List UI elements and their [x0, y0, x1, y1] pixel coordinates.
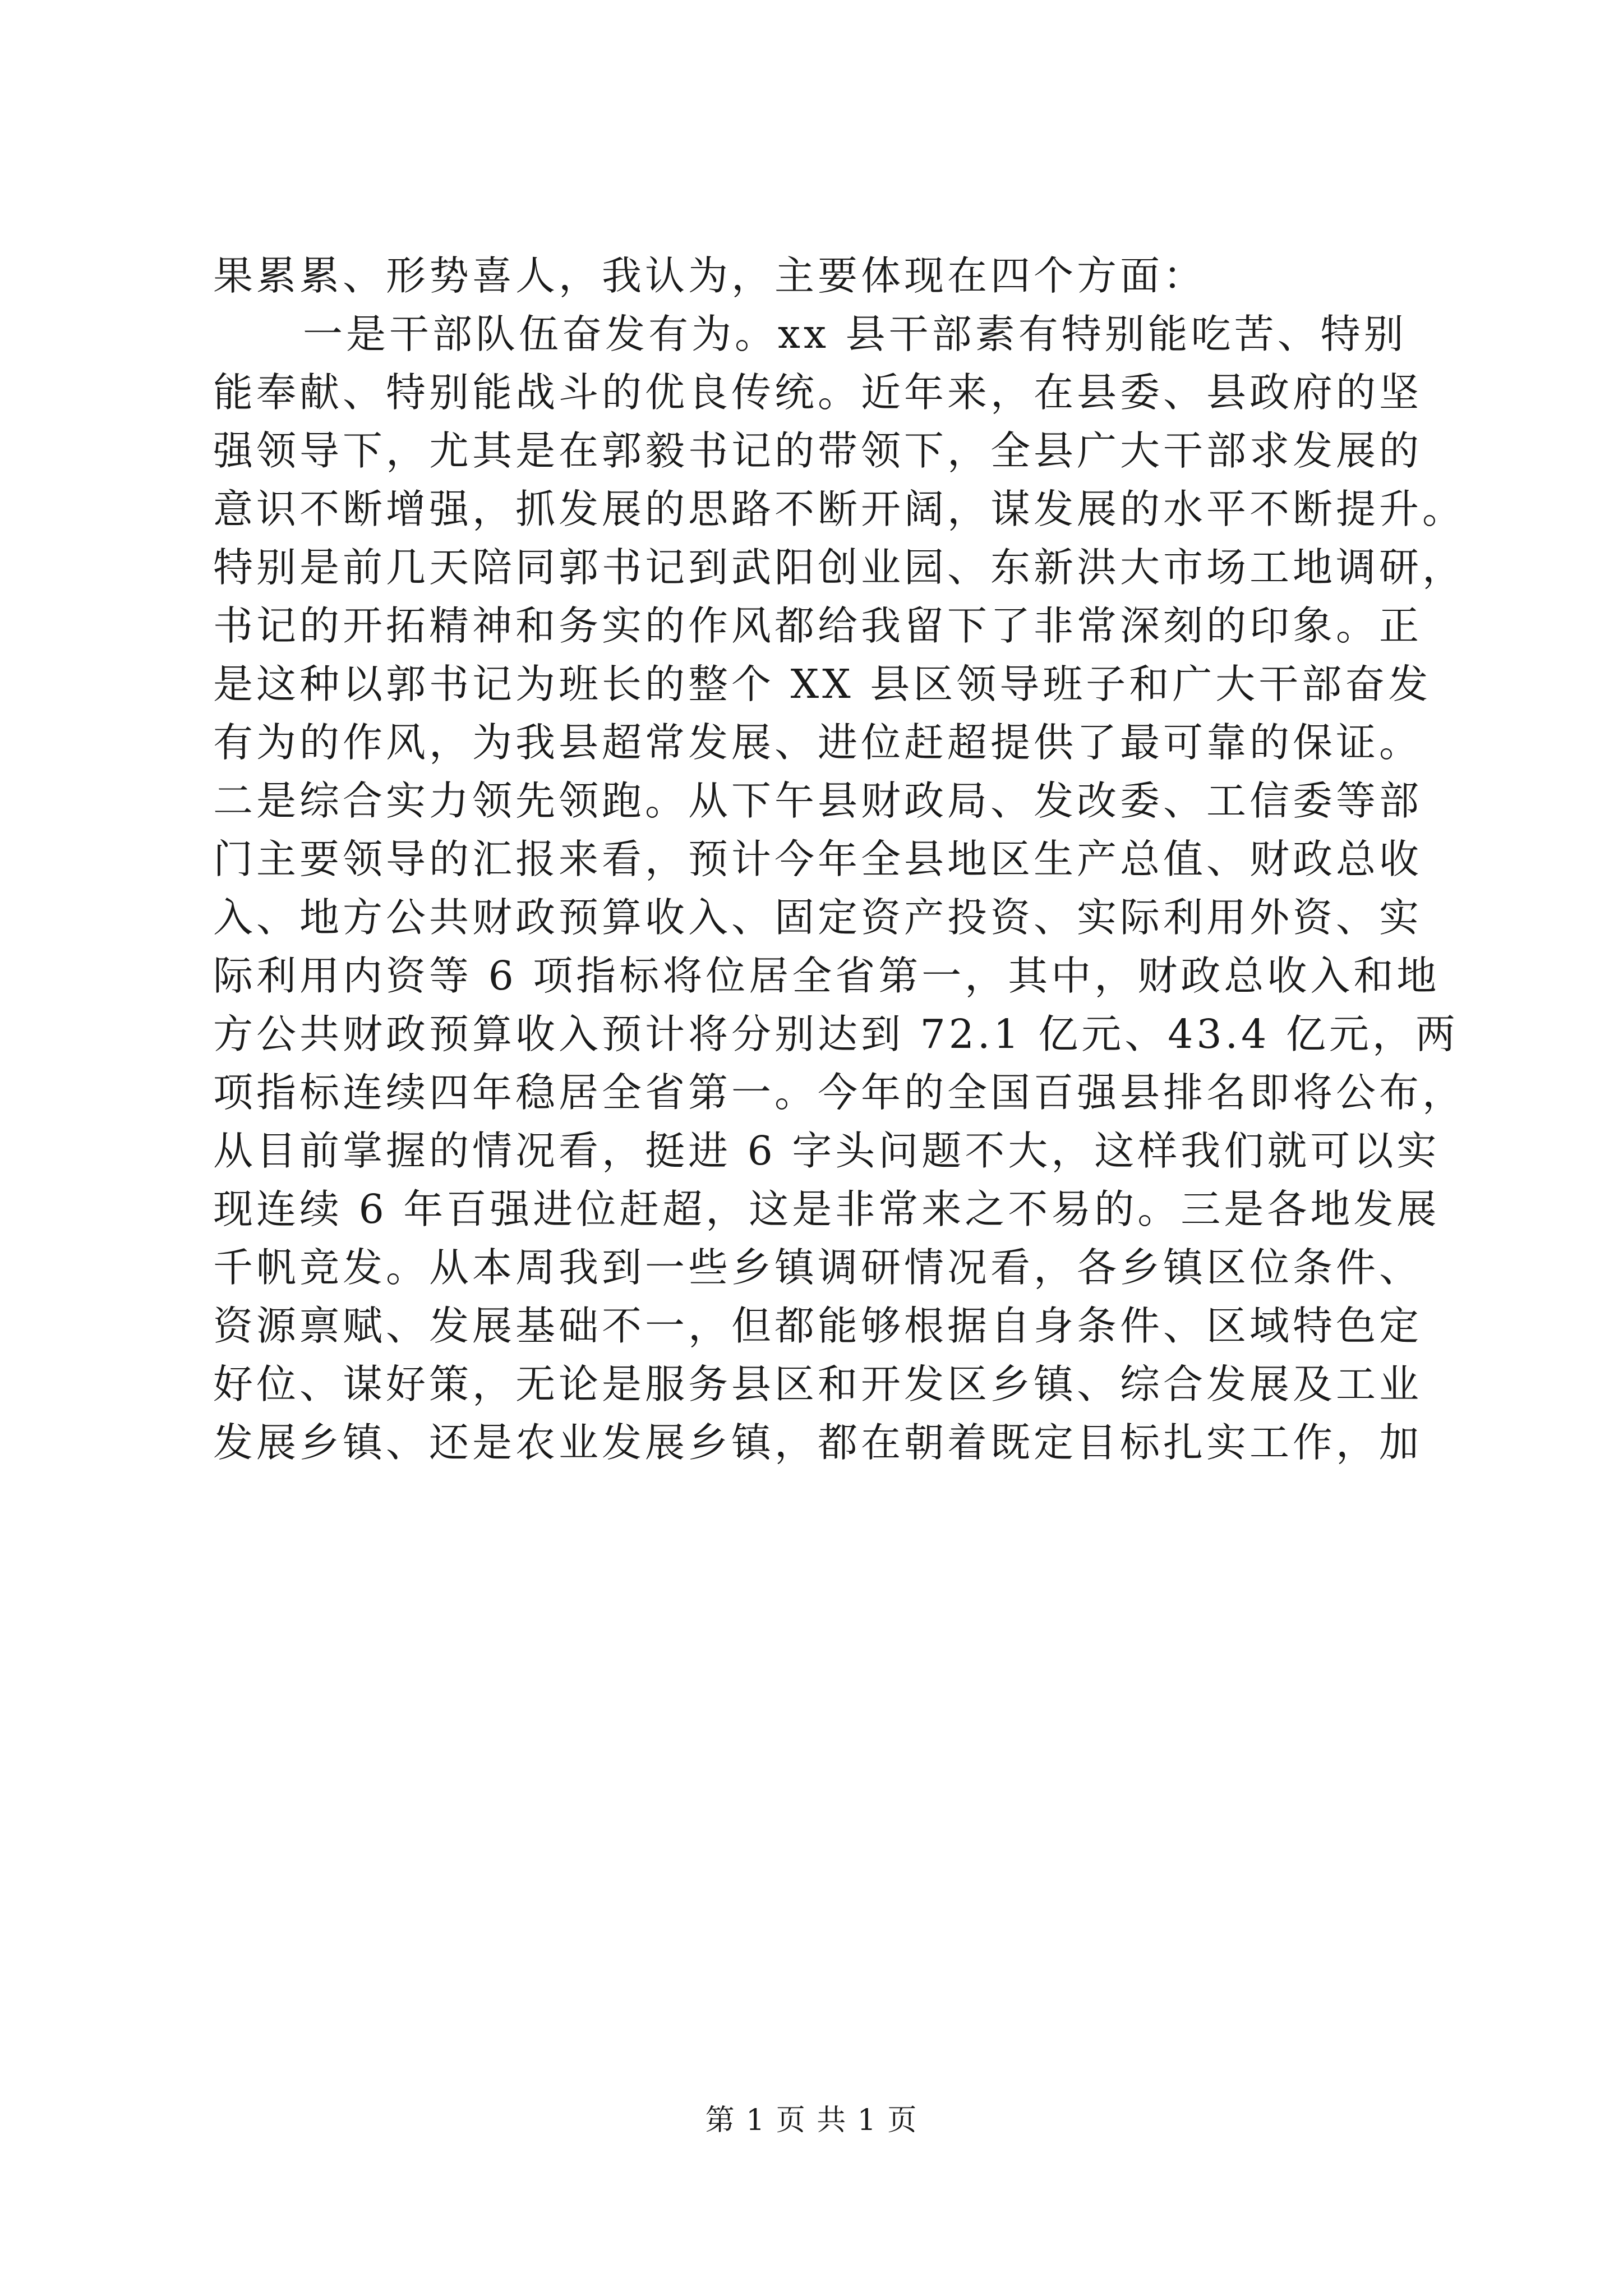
text-line: 强领导下，尤其是在郭毅书记的带领下，全县广大干部求发展的 [213, 427, 1423, 474]
text-line: 入、地方公共财政预算收入、固定资产投资、实际利用外资、实 [213, 894, 1423, 941]
text-line: 际利用内资等 6 项指标将位居全省第一，其中，财政总收入和地 [213, 953, 1440, 999]
text-line: 好位、谋好策，无论是服务县区和开发区乡镇、综合发展及工业 [213, 1361, 1423, 1407]
body-text [213, 247, 1466, 1472]
text-line: 门主要领导的汇报来看，预计今年全县地区生产总值、财政总收 [213, 836, 1423, 882]
text-line: 资源禀赋、发展基础不一，但都能够根据自身条件、区域特色定 [213, 1303, 1423, 1349]
text-line: 有为的作风，为我县超常发展、进位赶超提供了最可靠的保证。 [213, 719, 1423, 766]
text-line: 意识不断增强，抓发展的思路不断开阔，谋发展的水平不断提升。 [213, 486, 1466, 532]
text-line: 从目前掌握的情况看，挺进 6 字头问题不大，这样我们就可以实 [213, 1128, 1440, 1174]
text-line: 发展乡镇、还是农业发展乡镇，都在朝着既定目标扎实工作，加 [213, 1419, 1423, 1466]
text-line: 能奉献、特别能战斗的优良传统。近年来，在县委、县政府的坚 [213, 369, 1423, 416]
text-line: 现连续 6 年百强进位赶超，这是非常来之不易的。三是各地发展 [213, 1186, 1440, 1232]
page-number-footer: 第 1 页 共 1 页 [705, 2104, 918, 2137]
text-line: 特别是前几天陪同郭书记到武阳创业园、东新洪大市场工地调研， [213, 544, 1466, 591]
text-line: 二是综合实力领先领跑。从下午县财政局、发改委、工信委等部 [213, 777, 1423, 824]
text-line: 是这种以郭书记为班长的整个 XX 县区领导班子和广大干部奋发 [213, 661, 1432, 707]
text-line: 项指标连续四年稳居全省第一。今年的全国百强县排名即将公布， [213, 1069, 1466, 1116]
paragraph-first-line: 一是干部队伍奋发有为。xx 县干部素有特别能吃苦、特别 [303, 311, 1407, 357]
text-line: 方公共财政预算收入预计将分别达到 72.1 亿元、43.4 亿元，两 [213, 1011, 1459, 1057]
text-line: 果累累、形势喜人，我认为，主要体现在四个方面： [213, 252, 1207, 299]
text-line: 千帆竞发。从本周我到一些乡镇调研情况看，各乡镇区位条件、 [213, 1244, 1423, 1291]
text-line: 书记的开拓精神和务实的作风都给我留下了非常深刻的印象。正 [213, 602, 1423, 649]
